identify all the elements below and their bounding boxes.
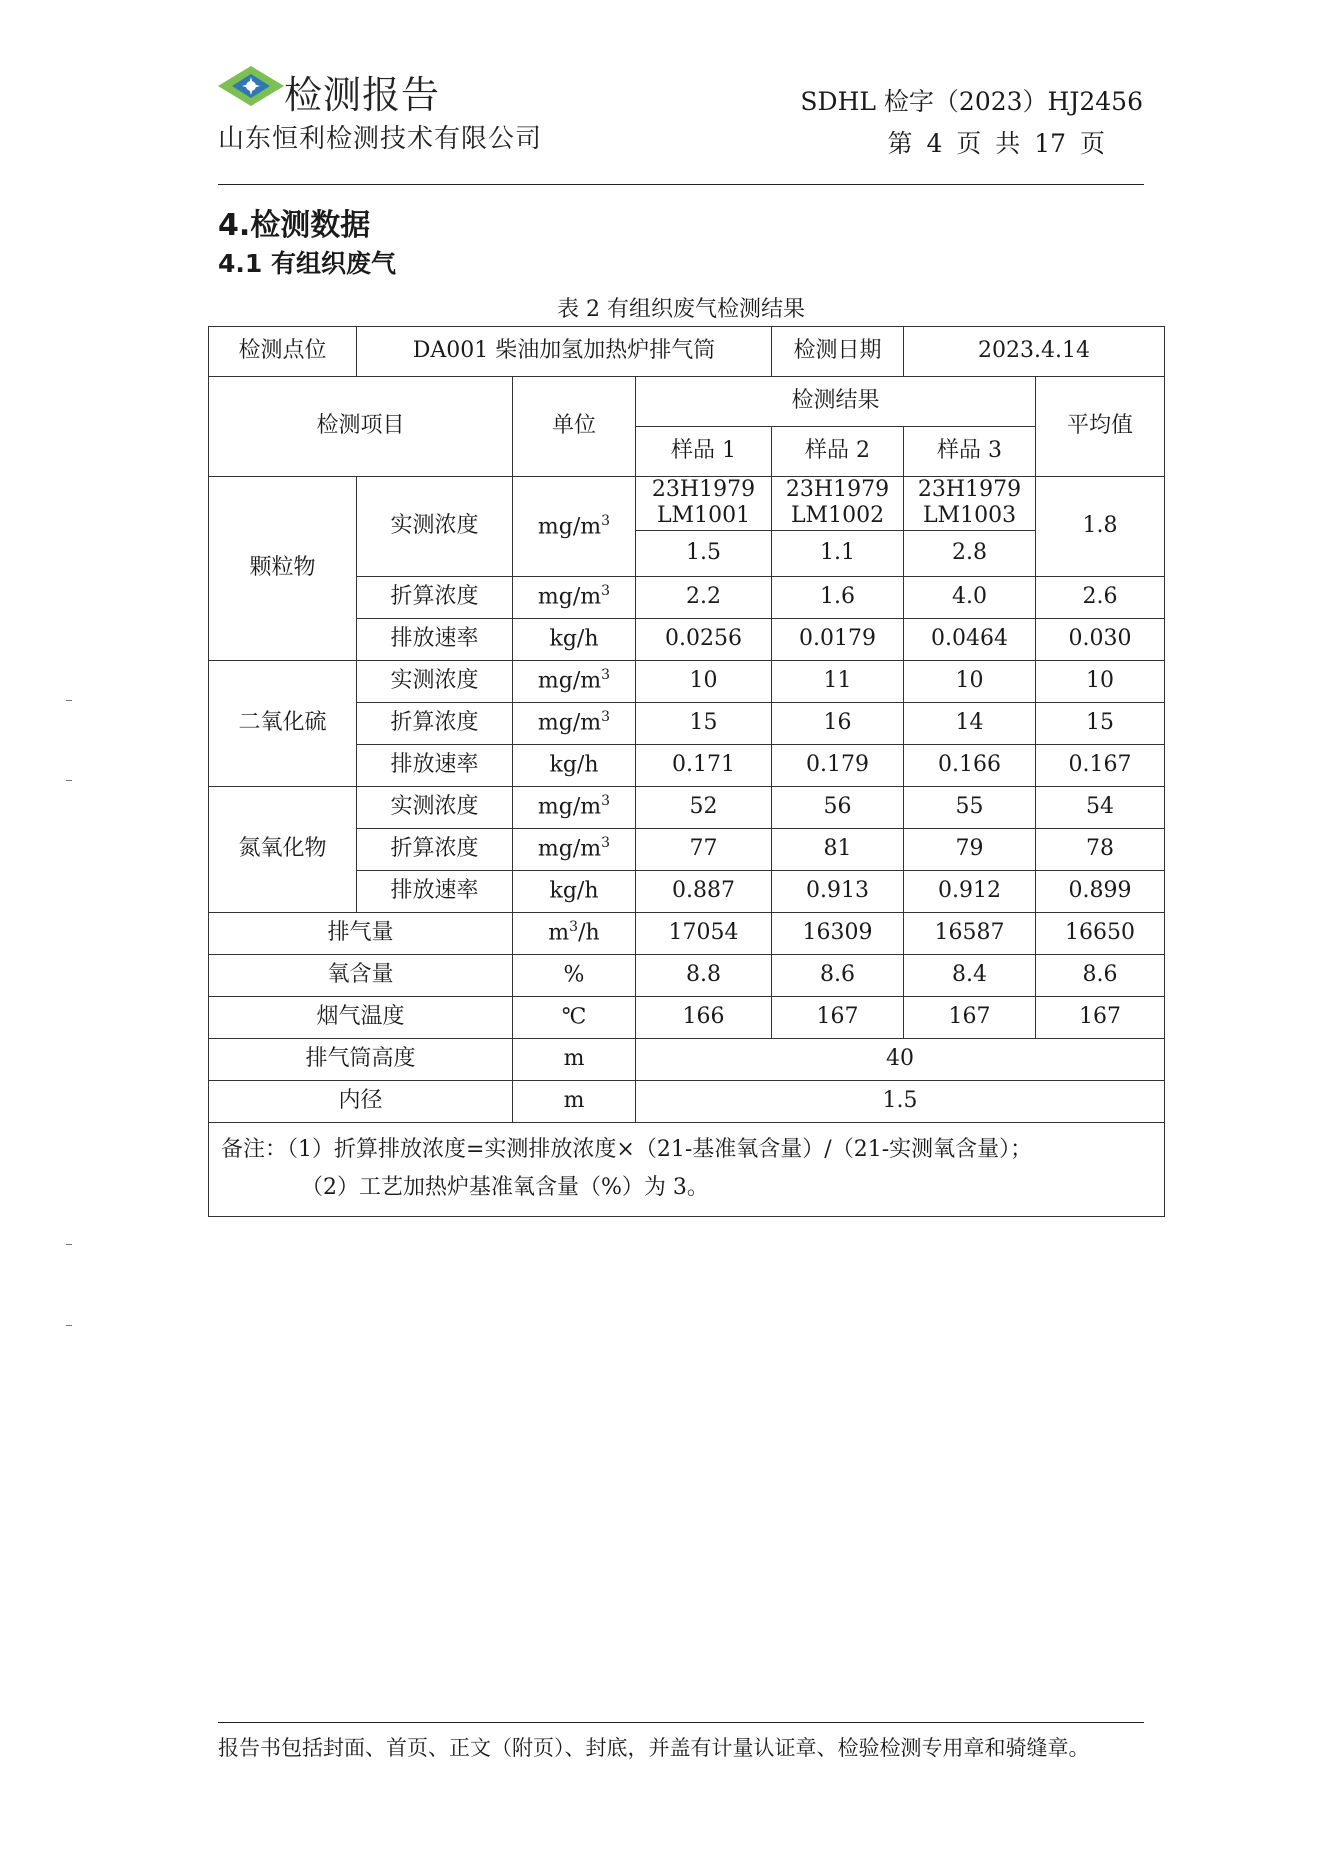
unit-cell	[513, 702, 636, 744]
unit-text: ℃	[561, 1004, 587, 1030]
unit-superscript: 3	[601, 793, 611, 810]
result-value: 166	[636, 996, 772, 1038]
merged-value: 1.5	[636, 1080, 1165, 1122]
unit-text: kg/h	[549, 626, 599, 652]
unit-superscript: 3	[569, 919, 579, 936]
result-value: 79	[904, 828, 1036, 870]
unit-cell	[513, 618, 636, 660]
unit-text: mg/m	[537, 668, 602, 694]
result-value: 167	[904, 996, 1036, 1038]
unit-text: mg/m	[537, 710, 602, 736]
item-name: 排放速率	[357, 744, 513, 786]
result-value: 1.6	[772, 576, 904, 618]
sample-id-cell	[636, 477, 772, 531]
scan-mark	[66, 700, 72, 701]
scan-mark	[66, 780, 72, 781]
result-value: 0.179	[772, 744, 904, 786]
average-value: 78	[1036, 828, 1165, 870]
result-value: 0.0256	[636, 618, 772, 660]
item-name: 折算浓度	[357, 702, 513, 744]
point-label: 检测点位	[209, 327, 357, 377]
sample-id-cell	[772, 477, 904, 531]
sample-id-line1: 23H1979	[785, 477, 890, 502]
item-name: 实测浓度	[357, 477, 513, 577]
result-value: 81	[772, 828, 904, 870]
result-header: 检测结果	[636, 377, 1036, 427]
section-title: 4.检测数据	[218, 208, 371, 243]
pollutant-name: 氮氧化物	[209, 786, 357, 912]
sample-id-line2: LM1002	[790, 503, 885, 529]
average-value: 0.167	[1036, 744, 1165, 786]
unit-cell	[513, 576, 636, 618]
result-value: 0.913	[772, 870, 904, 912]
sample-id-line2: LM1001	[656, 503, 751, 529]
unit-superscript: 3	[601, 583, 611, 600]
average-value: 16650	[1036, 912, 1165, 954]
item-name: 烟气温度	[209, 996, 513, 1038]
result-value: 167	[772, 996, 904, 1038]
sample-header: 样品 1	[636, 427, 772, 477]
average-value: 0.030	[1036, 618, 1165, 660]
point-value: DA001 柴油加氢加热炉排气筒	[357, 327, 772, 377]
item-name: 折算浓度	[357, 828, 513, 870]
unit-cell	[513, 954, 636, 996]
footer-text: 报告书包括封面、首页、正文（附页）、封底，并盖有计量认证章、检验检测专用章和骑缝章。	[218, 1736, 1090, 1760]
average-value: 15	[1036, 702, 1165, 744]
result-value: 16309	[772, 912, 904, 954]
unit-text: %	[563, 962, 585, 988]
unit-text: mg/m	[537, 584, 602, 610]
merged-value: 40	[636, 1038, 1165, 1080]
average-value: 2.6	[1036, 576, 1165, 618]
sample-id-line1: 23H1979	[651, 477, 756, 502]
unit-text: mg/m	[537, 836, 602, 862]
date-label: 检测日期	[772, 327, 904, 377]
average-header: 平均值	[1036, 377, 1165, 477]
unit-header: 单位	[513, 377, 636, 477]
unit-text: mg/m	[537, 794, 602, 820]
average-value: 167	[1036, 996, 1165, 1038]
item-name: 排气筒高度	[209, 1038, 513, 1080]
item-name: 实测浓度	[357, 660, 513, 702]
result-value: 15	[636, 702, 772, 744]
result-value: 11	[772, 660, 904, 702]
average-value: 0.899	[1036, 870, 1165, 912]
results-table	[208, 326, 1165, 1217]
result-value: 10	[636, 660, 772, 702]
unit-text: m	[548, 920, 570, 946]
result-value: 0.0179	[772, 618, 904, 660]
date-value: 2023.4.14	[904, 327, 1165, 377]
result-value: 55	[904, 786, 1036, 828]
page-number: 第 4 页 共 17 页	[887, 129, 1105, 158]
unit-cell	[513, 660, 636, 702]
company-logo-icon	[218, 66, 284, 106]
result-value: 8.4	[904, 954, 1036, 996]
footer-divider	[218, 1722, 1144, 1723]
note-line-2: （2）工艺加热炉基准氧含量（%）为 3。	[301, 1175, 709, 1201]
pollutant-name: 二氧化硫	[209, 660, 357, 786]
item-name: 排放速率	[357, 618, 513, 660]
notes-cell	[209, 1122, 1165, 1216]
unit-text: mg/m	[537, 513, 602, 539]
item-name: 折算浓度	[357, 576, 513, 618]
header-divider	[218, 184, 1144, 185]
unit-superscript: 3	[601, 512, 611, 529]
sample-header: 样品 2	[772, 427, 904, 477]
item-name: 实测浓度	[357, 786, 513, 828]
unit-superscript: 3	[601, 709, 611, 726]
result-value: 0.171	[636, 744, 772, 786]
average-value: 8.6	[1036, 954, 1165, 996]
item-name: 内径	[209, 1080, 513, 1122]
unit-cell	[513, 996, 636, 1038]
unit-superscript: 3	[601, 835, 611, 852]
report-title: 检测报告	[284, 73, 441, 117]
result-value: 4.0	[904, 576, 1036, 618]
pollutant-name: 颗粒物	[209, 477, 357, 661]
unit-cell	[513, 912, 636, 954]
subsection-title: 4.1 有组织废气	[218, 249, 396, 278]
item-header: 检测项目	[209, 377, 513, 477]
sample-header: 样品 3	[904, 427, 1036, 477]
result-value: 0.887	[636, 870, 772, 912]
result-value: 8.8	[636, 954, 772, 996]
unit-superscript: 3	[601, 667, 611, 684]
result-value: 56	[772, 786, 904, 828]
result-value: 2.2	[636, 576, 772, 618]
result-value: 0.0464	[904, 618, 1036, 660]
result-value: 2.8	[904, 530, 1036, 576]
unit-cell	[513, 477, 636, 577]
scan-mark	[66, 1244, 72, 1245]
unit-cell: m	[513, 1080, 636, 1122]
result-value: 14	[904, 702, 1036, 744]
unit-cell	[513, 786, 636, 828]
item-name: 排放速率	[357, 870, 513, 912]
unit-cell	[513, 870, 636, 912]
item-name: 排气量	[209, 912, 513, 954]
unit-cell	[513, 744, 636, 786]
result-value: 1.5	[636, 530, 772, 576]
result-value: 0.912	[904, 870, 1036, 912]
note-line-1: 备注：（1）折算排放浓度=实测排放浓度×（21-基准氧含量）/（21-实测氧含量）；	[221, 1136, 1033, 1162]
unit-tail: /h	[578, 920, 600, 946]
result-value: 16	[772, 702, 904, 744]
unit-cell	[513, 828, 636, 870]
average-value: 10	[1036, 660, 1165, 702]
result-value: 8.6	[772, 954, 904, 996]
unit-cell: m	[513, 1038, 636, 1080]
sample-id-cell	[904, 477, 1036, 531]
scan-mark	[66, 1325, 72, 1326]
result-value: 17054	[636, 912, 772, 954]
sample-id-line2: LM1003	[922, 503, 1017, 529]
result-value: 16587	[904, 912, 1036, 954]
average-value: 54	[1036, 786, 1165, 828]
unit-text: kg/h	[549, 752, 599, 778]
result-value: 0.166	[904, 744, 1036, 786]
report-number: SDHL 检字（2023）HJ2456	[800, 87, 1143, 116]
company-name: 山东恒利检测技术有限公司	[218, 124, 543, 154]
result-value: 1.1	[772, 530, 904, 576]
result-value: 77	[636, 828, 772, 870]
table-caption: 表 2 有组织废气检测结果	[557, 297, 805, 322]
result-value: 10	[904, 660, 1036, 702]
item-name: 氧含量	[209, 954, 513, 996]
result-value: 52	[636, 786, 772, 828]
average-value: 1.8	[1036, 477, 1165, 577]
sample-id-line1: 23H1979	[917, 477, 1022, 502]
unit-text: kg/h	[549, 878, 599, 904]
